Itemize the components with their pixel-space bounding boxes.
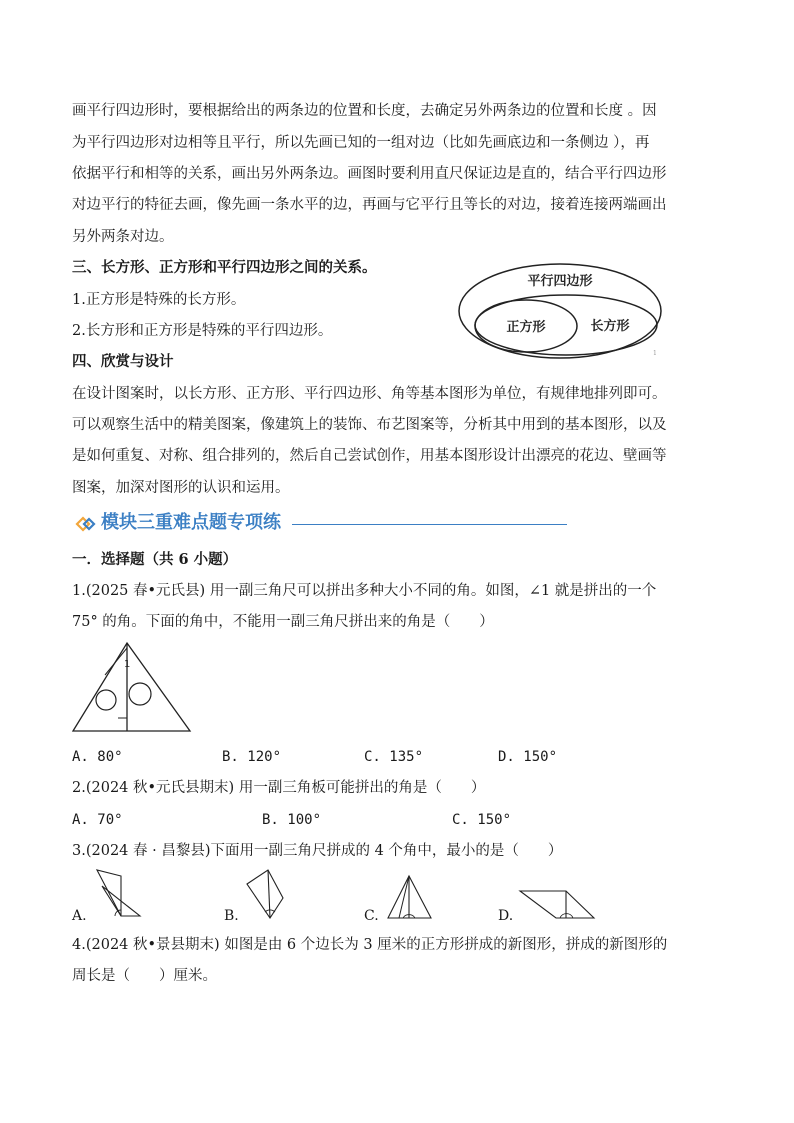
q1-option-c[interactable]: C. 135°: [364, 749, 424, 765]
q2-option-c[interactable]: C. 150°: [452, 812, 512, 828]
q3-option-a[interactable]: A.: [72, 908, 87, 924]
q3-line-1: 3.(2024 春 · 昌黎县)下面用一副三角尺拼成的 4 个角中，最小的是（ ）: [72, 843, 563, 859]
q3-option-c[interactable]: C.: [364, 908, 379, 924]
module-diamond-icon: [75, 516, 97, 532]
q1-option-a[interactable]: A. 80°: [72, 749, 123, 765]
rectangle-label: 长方形: [590, 319, 630, 334]
angle-1-label: 1: [124, 659, 131, 670]
section4-line-3: 是如何重复、对称、组合排列的，然后自己尝试创作，用基本图形设计出漂亮的花边、壁画等: [72, 448, 667, 464]
section4-line-1: 在设计图案时，以长方形、正方形、平行四边形、角等基本图形为单位，有规律地排列即可。: [72, 386, 667, 402]
q1-line-2: 75° 的角。下面的角中，不能用一副三角尺拼出来的角是（ ）: [72, 614, 494, 630]
part1-heading: 一．选择题（共 6 小题）: [72, 551, 238, 568]
intro-line-5: 另外两条对边。: [72, 229, 174, 245]
module-rule: [292, 524, 567, 525]
section4-line-2: 可以观察生活中的精美图案，像建筑上的装饰、布艺图案等，分析其中用到的基本图形，以及: [72, 417, 667, 433]
section4-line-4: 图案，加深对图形的认识和运用。: [72, 480, 290, 496]
q4-line-1: 4.(2024 秋•景县期末) 如图是由 6 个边长为 3 厘米的正方形拼成的新图形，拼成的新图形的: [72, 937, 668, 953]
q2-option-b[interactable]: B. 100°: [262, 812, 322, 828]
q2-line-1: 2.(2024 秋•元氏县期末) 用一副三角板可能拼出的角是（ ）: [72, 780, 486, 796]
rectangle-ellipse: [475, 295, 657, 355]
shape-relationship-diagram: [455, 262, 670, 362]
q4-line-2: 周长是（ ）厘米。: [72, 968, 217, 984]
q3-figure-b: [245, 868, 295, 920]
parallelogram-label: 平行四边形: [527, 274, 593, 289]
q3-option-b[interactable]: B.: [224, 908, 239, 924]
q1-option-b[interactable]: B. 120°: [222, 749, 282, 765]
q3-figure-d: [518, 888, 598, 920]
section4-heading: 四、欣赏与设计: [72, 353, 174, 370]
q3-figure-c: [385, 874, 435, 920]
section3-heading: 三、长方形、正方形和平行四边形之间的关系。: [72, 259, 377, 276]
q1-option-d[interactable]: D. 150°: [498, 749, 558, 765]
section3-item-1: 1.正方形是特殊的长方形。: [72, 292, 246, 308]
q1-line-1: 1.(2025 春•元氏县) 用一副三角尺可以拼出多种大小不同的角。如图，∠1 就是拼出的一个: [72, 583, 657, 599]
section3-item-2: 2.长方形和正方形是特殊的平行四边形。: [72, 323, 333, 339]
square-label: 正方形: [506, 320, 546, 335]
intro-line-3: 依据平行和相等的关系，画出另外两条边。画图时要利用直尺保证边是直的，结合平行四边形: [72, 166, 667, 182]
intro-line-4: 对边平行的特征去画，像先画一条水平的边，再画与它平行且等长的对边，接着连接两端画出: [72, 197, 667, 213]
q3-option-d[interactable]: D.: [498, 908, 514, 924]
q1-triangle-rulers-figure: [72, 642, 194, 734]
diagram-mark: 1: [653, 350, 657, 357]
q3-figure-a: [94, 866, 144, 920]
q2-option-a[interactable]: A. 70°: [72, 812, 123, 828]
module-title: 模块三重难点题专项练: [101, 512, 281, 533]
intro-line-1: 画平行四边形时，要根据给出的两条边的位置和长度，去确定另外两条边的位置和长度 。因: [72, 103, 657, 119]
intro-line-2: 为平行四边形对边相等且平行，所以先画已知的一组对边（比如先画底边和一条侧边 ），再: [72, 135, 650, 151]
